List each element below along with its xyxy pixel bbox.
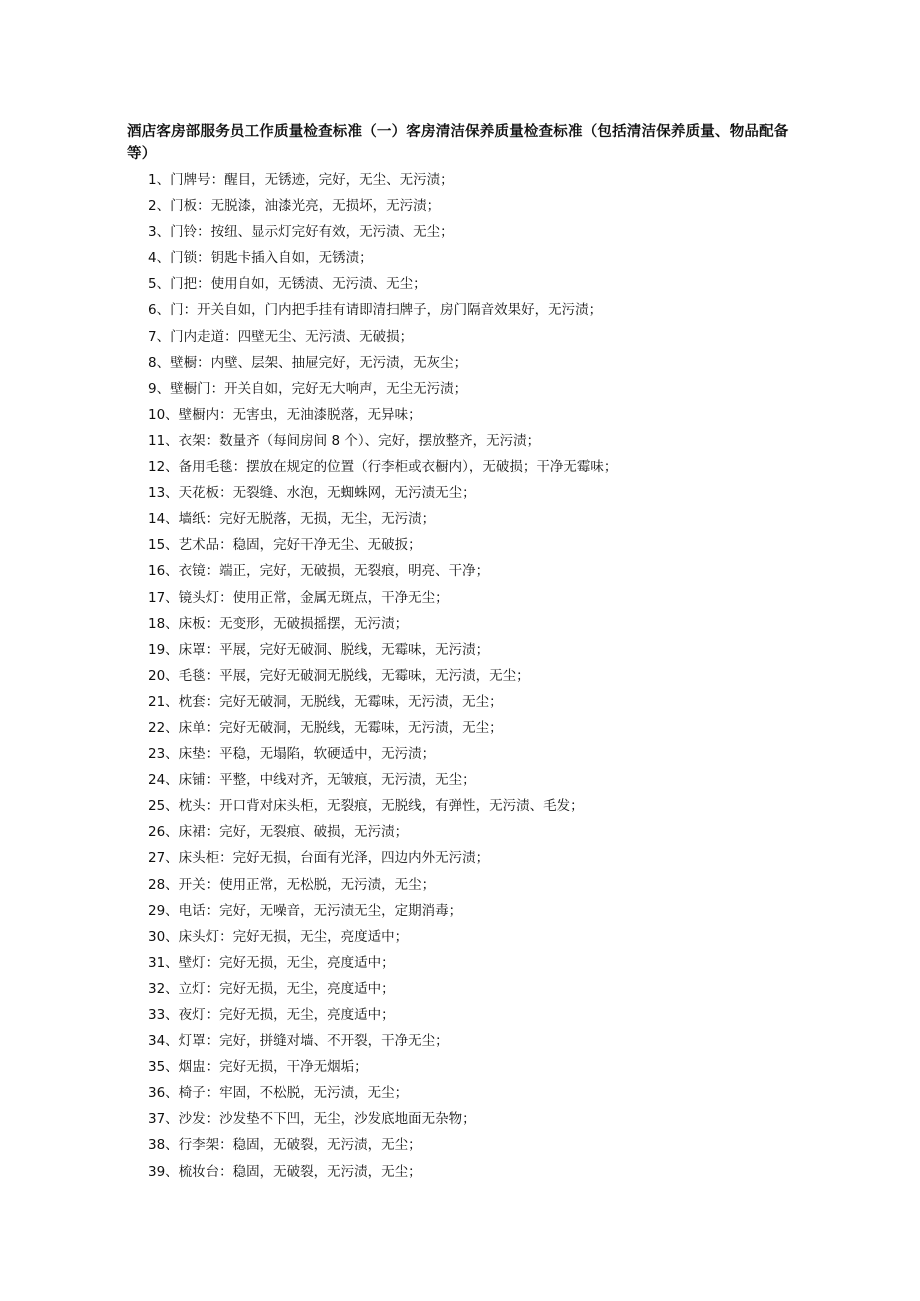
list-item: 24、床铺：平整，中线对齐，无皱痕，无污渍，无尘； <box>148 772 476 789</box>
list-item: 30、床头灯：完好无损，无尘，亮度适中； <box>148 928 409 945</box>
list-item: 9、壁橱门：开关自如，完好无大响声，无尘无污渍； <box>148 380 468 397</box>
list-item: 16、衣镜：端正，完好，无破损，无裂痕，明亮、干净； <box>148 563 490 580</box>
list-item: 36、椅子：牢固，不松脱，无污渍，无尘； <box>148 1085 409 1102</box>
list-item: 38、行李架：稳固，无破裂，无污渍，无尘； <box>148 1137 422 1154</box>
list-item: 5、门把：使用自如，无锈渍、无污渍、无尘； <box>148 276 427 293</box>
list-item: 17、镜头灯：使用正常，金属无斑点，干净无尘； <box>148 589 449 606</box>
list-item: 22、床单：完好无破洞，无脱线，无霉味，无污渍，无尘； <box>148 719 503 736</box>
inspection-item-list <box>148 167 788 1185</box>
list-item: 7、门内走道：四壁无尘、无污渍、无破损； <box>148 328 414 345</box>
list-item: 12、备用毛毯：摆放在规定的位置（行李柜或衣橱内），无破损；干净无霉味； <box>148 459 618 476</box>
list-item: 13、天花板：无裂缝、水泡，无蜘蛛网，无污渍无尘； <box>148 485 476 502</box>
list-item: 28、开关：使用正常，无松脱，无污渍，无尘； <box>148 876 436 893</box>
list-item: 6、门：开关自如，门内把手挂有请即清扫牌子，房门隔音效果好，无污渍； <box>148 302 603 319</box>
list-item: 10、壁橱内：无害虫，无油漆脱落，无异味； <box>148 406 422 423</box>
list-item: 29、电话：完好，无噪音，无污渍无尘，定期消毒； <box>148 902 463 919</box>
list-item: 11、衣架：数量齐（每间房间 8 个）、完好，摆放整齐，无污渍； <box>148 432 541 449</box>
list-item: 18、床板：无变形，无破损摇摆，无污渍； <box>148 615 409 632</box>
list-item: 23、床垫：平稳，无塌陷，软硬适中，无污渍； <box>148 746 436 763</box>
list-item: 31、壁灯：完好无损，无尘，亮度适中； <box>148 954 395 971</box>
list-item: 4、门锁：钥匙卡插入自如，无锈渍； <box>148 250 373 267</box>
list-item: 35、烟盅：完好无损，干净无烟垢； <box>148 1059 368 1076</box>
list-item: 37、沙发：沙发垫不下凹，无尘，沙发底地面无杂物； <box>148 1111 476 1128</box>
list-item: 34、灯罩：完好，拼缝对墙、不开裂，干净无尘； <box>148 1033 449 1050</box>
list-item: 3、门铃：按纽、显示灯完好有效，无污渍、无尘； <box>148 224 454 241</box>
list-item: 25、枕头：开口背对床头柜，无裂痕，无脱线，有弹性，无污渍、毛发； <box>148 798 584 815</box>
list-item: 14、墙纸：完好无脱落，无损，无尘，无污渍； <box>148 511 436 528</box>
list-item: 32、立灯：完好无损，无尘，亮度适中； <box>148 980 395 997</box>
list-item: 1、门牌号：醒目，无锈迹，完好，无尘、无污渍； <box>148 172 454 188</box>
list-item: 33、夜灯：完好无损，无尘，亮度适中； <box>148 1007 395 1023</box>
list-item: 27、床头柜：完好无损，台面有光泽，四边内外无污渍； <box>148 850 490 867</box>
list-item: 19、床罩：平展，完好无破洞、脱线，无霉味，无污渍； <box>148 641 490 658</box>
list-item: 39、梳妆台：稳固，无破裂，无污渍，无尘； <box>148 1163 422 1180</box>
list-item: 21、枕套：完好无破洞，无脱线，无霉味，无污渍，无尘； <box>148 693 503 710</box>
list-item: 26、床裙：完好，无裂痕、破损，无污渍； <box>148 824 409 841</box>
list-item: 15、艺术品：稳固，完好干净无尘、无破扳； <box>148 537 422 554</box>
list-item: 20、毛毯：平展，完好无破洞无脱线，无霉味，无污渍，无尘； <box>148 667 530 684</box>
list-item: 8、壁橱：内壁、层架、抽屉完好，无污渍，无灰尘； <box>148 354 468 371</box>
document-title: 酒店客房部服务员工作质量检查标准（一）客房清洁保养质量检查标准（包括清洁保养质量、物品配备等） <box>127 124 789 162</box>
list-item: 2、门板：无脱漆，油漆光亮，无损坏，无污渍； <box>148 198 441 215</box>
